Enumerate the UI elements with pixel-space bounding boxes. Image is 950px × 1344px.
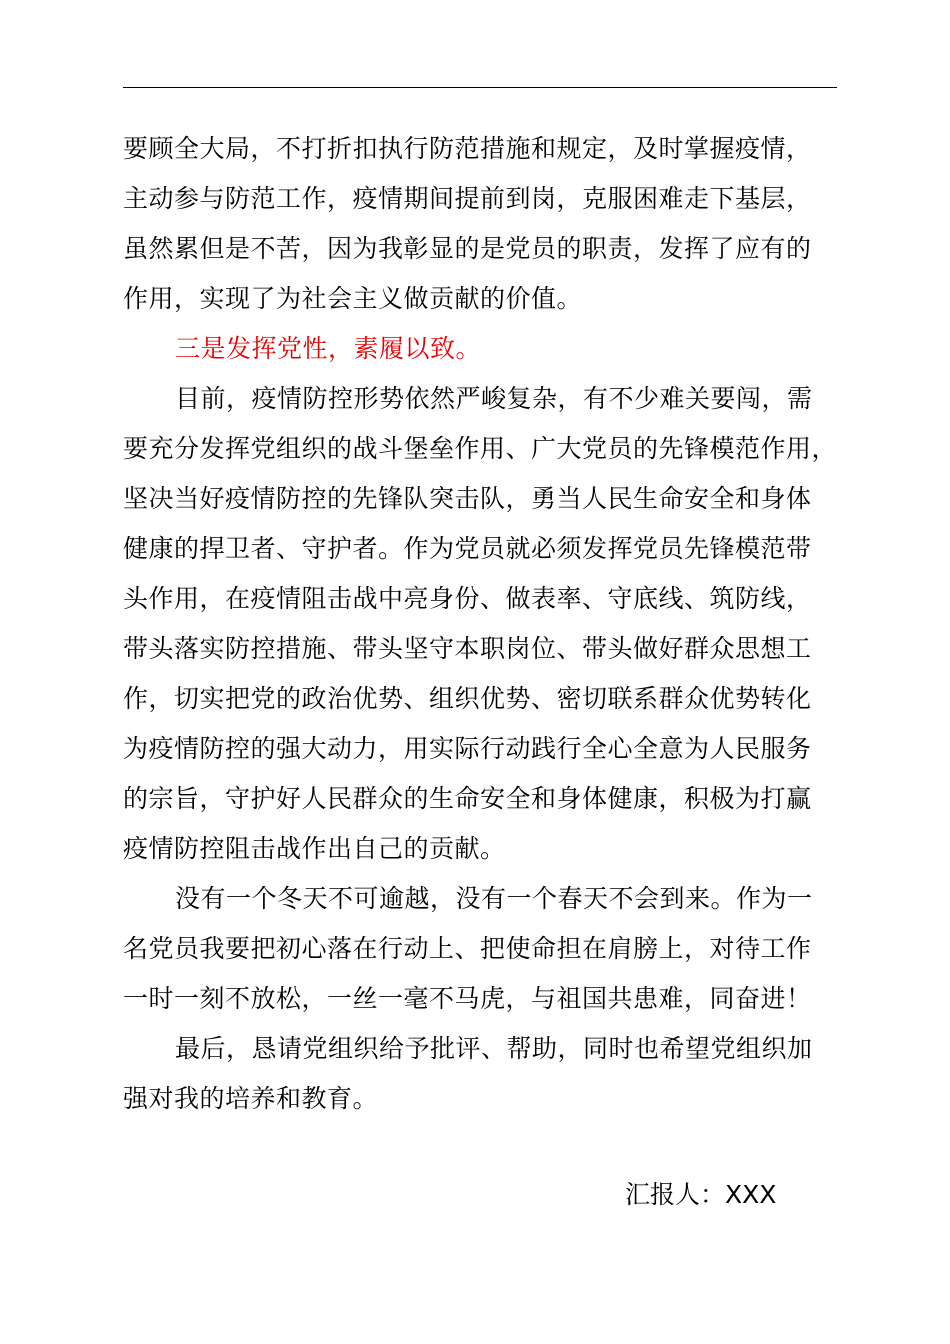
paragraph-line: 要顾全大局，不打折扣执行防范措施和规定，及时掌握疫情， xyxy=(123,134,812,163)
paragraph-line: 虽然累但是不苦，因为我彰显的是党员的职责，发挥了应有的 xyxy=(123,234,812,263)
paragraph-line: 名党员我要把初心落在行动上、把使命担在肩膀上，对待工作 xyxy=(123,934,812,963)
paragraph-line: 疫情防控阻击战作出自己的贡献。 xyxy=(123,834,506,863)
paragraph-line: 作用，实现了为社会主义做贡献的价值。 xyxy=(123,284,583,313)
paragraph-line: 作，切实把党的政治优势、组织优势、密切联系群众优势转化 xyxy=(123,684,812,713)
section-heading-three xyxy=(123,324,863,374)
paragraph-line: 坚决当好疫情防控的先锋队突击队，勇当人民生命安全和身体 xyxy=(123,484,812,513)
paragraph-line: 没有一个冬天不可逾越，没有一个春天不会到来。作为一 xyxy=(175,884,813,913)
paragraph-line: 健康的捍卫者、守护者。作为党员就必须发挥党员先锋模范带 xyxy=(123,534,812,563)
document-body xyxy=(123,124,863,1124)
paragraph-duty xyxy=(123,124,863,324)
paragraph-line: 要充分发挥党组织的战斗堡垒作用、广大党员的先锋模范作用， xyxy=(123,434,838,463)
paragraph-closing-request xyxy=(123,1024,863,1124)
paragraph-line: 头作用，在疫情阻击战中亮身份、做表率、守底线、筑防线， xyxy=(123,584,812,613)
reporter-signature: 汇报人：XXX xyxy=(625,1180,777,1209)
paragraph-line: 目前，疫情防控形势依然严峻复杂，有不少难关要闯，需 xyxy=(175,384,813,413)
paragraph-epidemic-control xyxy=(123,374,863,874)
paragraph-line: 带头落实防控措施、带头坚守本职岗位、带头做好群众思想工 xyxy=(123,634,812,663)
paragraph-line: 强对我的培养和教育。 xyxy=(123,1084,379,1113)
paragraph-line: 的宗旨，守护好人民群众的生命安全和身体健康，积极为打赢 xyxy=(123,784,812,813)
paragraph-line: 最后，恳请党组织给予批评、帮助，同时也希望党组织加 xyxy=(175,1034,813,1063)
section-heading-text: 三是发挥党性，素履以致。 xyxy=(175,334,482,363)
header-rule xyxy=(123,87,837,88)
paragraph-line: 主动参与防范工作，疫情期间提前到岗，克服困难走下基层， xyxy=(123,184,812,213)
paragraph-winter-spring xyxy=(123,874,863,1024)
paragraph-line: 一时一刻不放松，一丝一毫不马虎，与祖国共患难，同奋进！ xyxy=(123,984,812,1013)
paragraph-line: 为疫情防控的强大动力，用实际行动践行全心全意为人民服务 xyxy=(123,734,812,763)
